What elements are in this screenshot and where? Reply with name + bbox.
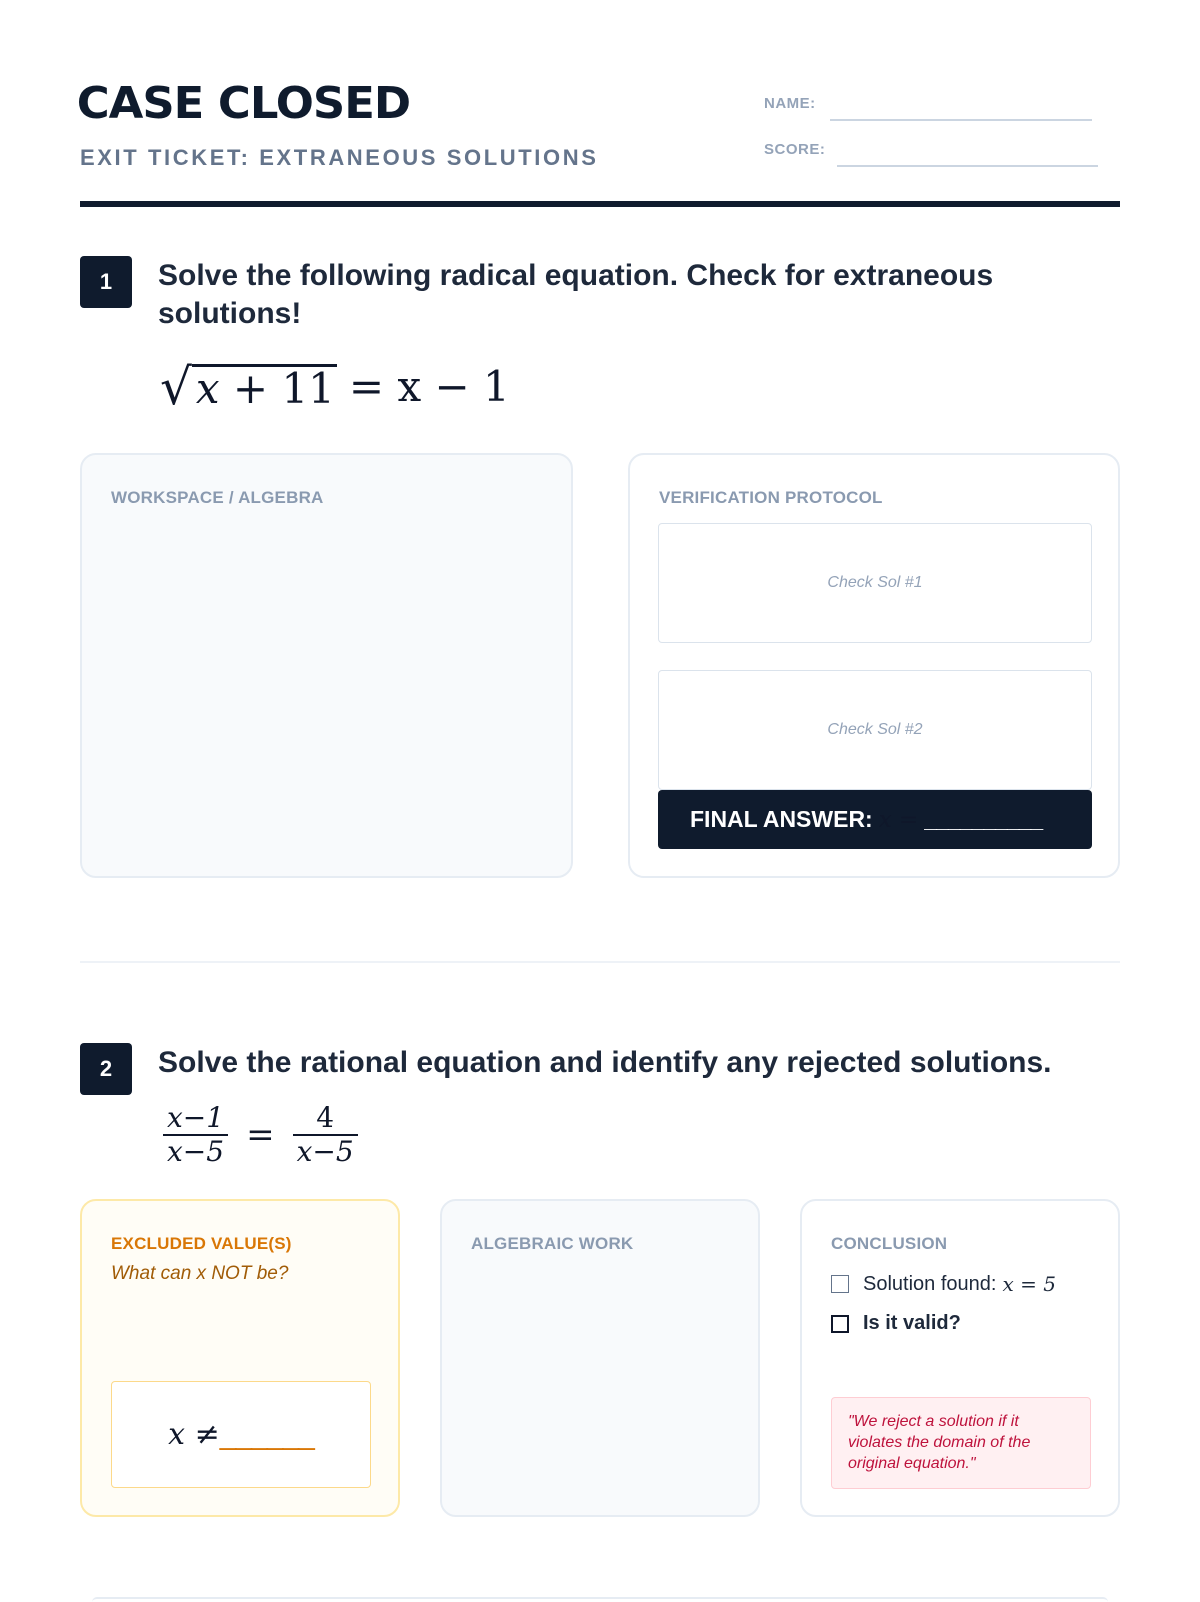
left-fraction [163,1102,228,1168]
solution-found-text: Solution found: [863,1272,997,1295]
score-label: SCORE: [764,141,826,158]
is-valid-question: Is it valid? [863,1312,961,1334]
check-solution-2-label: Check Sol #2 [827,721,923,738]
left-denominator: x−5 [167,1135,225,1168]
solution-found-checkbox[interactable] [831,1275,849,1293]
worksheet-subtitle: EXIT TICKET: EXTRANEOUS SOLUTIONS [80,145,599,170]
score-field[interactable] [837,165,1098,167]
excluded-values-panel [80,1199,400,1517]
workspace-panel[interactable] [80,453,573,878]
name-label: NAME: [764,95,816,112]
question-1-equation [160,358,510,416]
algebraic-work-panel[interactable] [440,1199,760,1517]
conclusion-label: CONCLUSION [831,1234,948,1253]
is-valid-checkbox[interactable] [831,1315,849,1333]
workspace-label: WORKSPACE / ALGEBRA [111,488,324,507]
solution-found-row [831,1272,1056,1296]
radicand-constant: + 11 [219,363,335,413]
question-1-number: 1 [80,256,132,308]
final-answer-label: FINAL ANSWER: [690,806,873,832]
excluded-values-prompt: What can x NOT be? [111,1263,289,1284]
right-denominator: x−5 [296,1135,354,1168]
domain-quote-box [831,1397,1091,1489]
radicand-variable: x [195,363,220,413]
square-root: √ x + 11 [160,358,335,416]
question-2-number: 2 [80,1043,132,1095]
algebraic-work-label: ALGEBRAIC WORK [471,1234,634,1253]
name-field[interactable] [830,119,1092,121]
verification-panel [628,453,1120,878]
excluded-values-label: EXCLUDED VALUE(S) [111,1234,292,1253]
right-fraction [293,1102,358,1168]
worksheet-title: CASE CLOSED [76,78,411,129]
check-solution-1-label: Check Sol #1 [827,574,923,591]
header-divider [80,201,1120,207]
question-1-prompt: Solve the following radical equation. Check for extraneous solutions! [158,259,994,330]
solution-found-math: x = 5 [1002,1272,1056,1296]
equation-rhs: = x − 1 [348,362,510,411]
check-solution-1-box[interactable] [658,523,1092,643]
left-numerator: x−1 [167,1101,225,1134]
excluded-value-math: x ≠ [168,1417,220,1452]
final-answer-math: x = [878,806,919,833]
section-divider [80,961,1120,963]
check-solution-2-box[interactable] [658,670,1092,790]
excluded-value-answer-box[interactable] [111,1381,371,1488]
equals-sign: = [246,1115,275,1155]
excluded-value-blank[interactable]: ______ [219,1417,314,1451]
question-2-equation [163,1102,358,1168]
final-answer-bar[interactable] [658,790,1092,849]
final-answer-blank[interactable]: __________ [924,806,1043,832]
conclusion-panel [800,1199,1120,1517]
question-2-prompt: Solve the rational equation and identify any rejected solutions. [158,1046,1052,1079]
right-numerator: 4 [316,1101,335,1134]
domain-quote-text: "We reject a solution if it violates the domain of the original equation." [848,1413,1031,1472]
verification-label: VERIFICATION PROTOCOL [659,488,883,507]
valid-row [831,1312,961,1335]
